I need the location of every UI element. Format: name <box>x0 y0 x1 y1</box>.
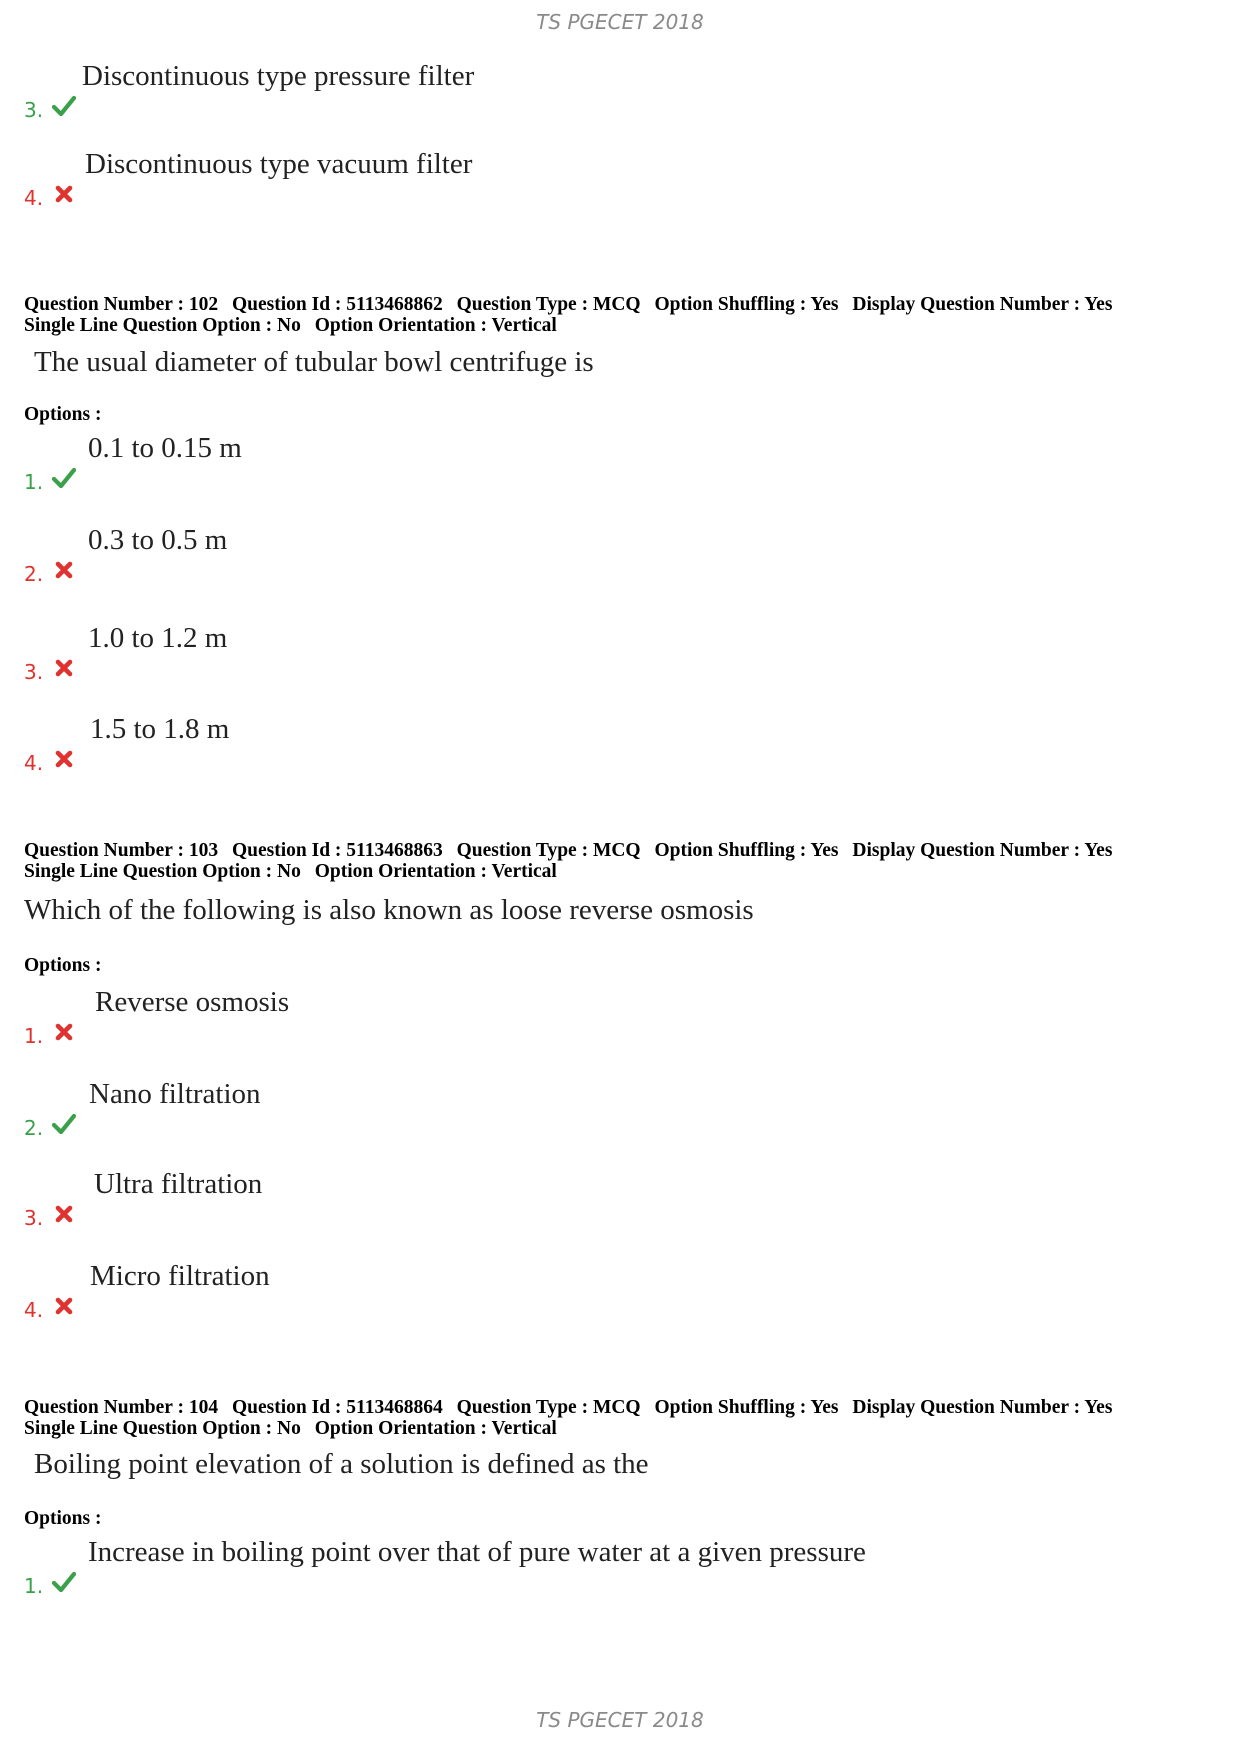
question-id: Question Id : 5113468864 <box>231 1397 443 1418</box>
options-label: Options : <box>24 955 102 976</box>
option-text: Reverse osmosis <box>95 986 290 1018</box>
question-type: Question Type : MCQ <box>456 294 641 315</box>
option-row <box>24 986 1124 1056</box>
cross-icon <box>52 1294 76 1318</box>
question-text: The usual diameter of tubular bowl centrifuge is <box>34 346 594 378</box>
question-meta <box>24 294 1214 336</box>
option-number: 4. <box>24 1298 44 1322</box>
option-number: 4. <box>24 751 44 775</box>
cross-icon <box>52 747 76 771</box>
single-line-option: Single Line Question Option : No <box>24 315 301 336</box>
option-text: Ultra filtration <box>94 1168 263 1200</box>
option-number: 1. <box>24 1574 44 1598</box>
option-text: 1.0 to 1.2 m <box>88 622 228 654</box>
option-row <box>24 1536 1124 1606</box>
question-meta <box>24 840 1214 882</box>
option-orientation: Option Orientation : Vertical <box>314 315 557 336</box>
option-number: 1. <box>24 470 44 494</box>
option-text: Discontinuous type pressure filter <box>82 60 475 92</box>
option-text: 0.1 to 0.15 m <box>88 432 242 464</box>
options-label: Options : <box>24 1508 102 1529</box>
option-text: 1.5 to 1.8 m <box>90 713 230 745</box>
option-shuffling: Option Shuffling : Yes <box>654 840 839 861</box>
option-number: 2. <box>24 562 44 586</box>
question-number: Question Number : 102 <box>24 294 219 315</box>
check-icon <box>52 1112 76 1136</box>
cross-icon <box>52 656 76 680</box>
option-row <box>24 1260 1124 1330</box>
option-number: 4. <box>24 186 44 210</box>
option-number: 3. <box>24 1206 44 1230</box>
cross-icon <box>52 1202 76 1226</box>
single-line-option: Single Line Question Option : No <box>24 1418 301 1439</box>
question-id: Question Id : 5113468862 <box>231 294 443 315</box>
option-text: Increase in boiling point over that of pure water at a given pressure <box>88 1536 866 1568</box>
options-label: Options : <box>24 404 102 425</box>
cross-icon <box>52 182 76 206</box>
check-icon <box>52 466 76 490</box>
option-row <box>24 524 1124 594</box>
option-text: Discontinuous type vacuum filter <box>85 148 473 180</box>
option-orientation: Option Orientation : Vertical <box>314 861 557 882</box>
option-text: Nano filtration <box>89 1078 261 1110</box>
check-icon <box>52 1570 76 1594</box>
option-orientation: Option Orientation : Vertical <box>314 1418 557 1439</box>
question-number: Question Number : 104 <box>24 1397 219 1418</box>
option-row <box>24 622 1124 692</box>
cross-icon <box>52 1020 76 1044</box>
question-id: Question Id : 5113468863 <box>231 840 443 861</box>
display-question-number: Display Question Number : Yes <box>852 1397 1113 1418</box>
display-question-number: Display Question Number : Yes <box>852 840 1113 861</box>
single-line-option: Single Line Question Option : No <box>24 861 301 882</box>
option-row <box>24 432 1124 502</box>
question-type: Question Type : MCQ <box>456 1397 641 1418</box>
option-shuffling: Option Shuffling : Yes <box>654 1397 839 1418</box>
option-text: Micro filtration <box>90 1260 270 1292</box>
option-row <box>24 148 1124 218</box>
option-row <box>24 1078 1124 1148</box>
option-number: 3. <box>24 660 44 684</box>
page-header: TS PGECET 2018 <box>536 10 704 34</box>
option-row <box>24 60 1124 130</box>
page-footer: TS PGECET 2018 <box>536 1708 704 1732</box>
option-shuffling: Option Shuffling : Yes <box>654 294 839 315</box>
check-icon <box>52 94 76 118</box>
question-number: Question Number : 103 <box>24 840 219 861</box>
option-number: 2. <box>24 1116 44 1140</box>
question-text: Which of the following is also known as loose reverse osmosis <box>24 894 754 926</box>
question-meta <box>24 1397 1214 1439</box>
display-question-number: Display Question Number : Yes <box>852 294 1113 315</box>
option-number: 3. <box>24 98 44 122</box>
option-row <box>24 713 1124 783</box>
question-type: Question Type : MCQ <box>456 840 641 861</box>
question-text: Boiling point elevation of a solution is defined as the <box>34 1448 649 1480</box>
cross-icon <box>52 558 76 582</box>
option-number: 1. <box>24 1024 44 1048</box>
option-row <box>24 1168 1124 1238</box>
option-text: 0.3 to 0.5 m <box>88 524 228 556</box>
